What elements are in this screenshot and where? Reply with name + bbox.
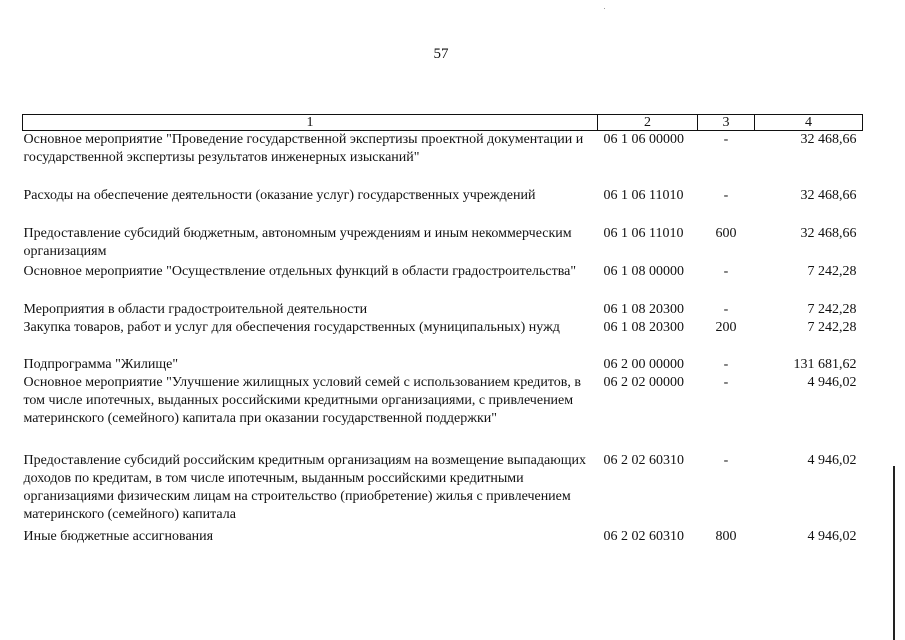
row-expense-type: - (723, 356, 729, 372)
budget-table (22, 114, 863, 546)
table-row (23, 528, 863, 546)
row-code: 06 1 08 20300 (603, 301, 684, 317)
row-amount: 4 946,02 (807, 528, 857, 544)
row-expense-type: - (723, 132, 729, 147)
row-code: 06 1 06 11010 (603, 225, 684, 241)
header-col-3: 3 (698, 115, 755, 131)
page-number: 57 (433, 46, 449, 62)
row-code: 06 1 06 00000 (603, 132, 684, 147)
row-code: 06 2 00 00000 (603, 356, 684, 372)
header-col-4: 4 (755, 115, 863, 131)
scan-speck (604, 8, 605, 9)
table-header (23, 115, 863, 131)
row-expense-type: 800 (715, 528, 737, 544)
table-row (23, 452, 863, 528)
row-name: Мероприятия в области градостроительной деятельности (23, 301, 368, 317)
row-amount: 7 242,28 (807, 301, 857, 317)
table-row (23, 131, 863, 187)
table-row (23, 374, 863, 452)
row-name: Иные бюджетные ассигнования (23, 528, 214, 544)
row-name: Подпрограмма "Жилище" (23, 356, 179, 372)
row-name: Основное мероприятие "Улучшение жилищных условий семей с использованием кредитов, в том числе ипотечных, выданных российскими кредитными организациями, с привлечением материнского (семейного) капитала при оказании государственной поддержки" (23, 374, 582, 426)
row-expense-type: - (723, 374, 729, 390)
row-name: Предоставление субсидий бюджетным, автономным учреждениям и иным некоммерческим организациям (23, 225, 572, 259)
row-code: 06 2 02 60310 (603, 528, 684, 544)
row-code: 06 2 02 60310 (603, 452, 684, 468)
table-row (23, 356, 863, 374)
row-amount: 4 946,02 (807, 374, 857, 390)
row-expense-type: 600 (715, 225, 737, 241)
row-amount: 32 468,66 (800, 187, 857, 203)
row-expense-type: - (723, 452, 729, 468)
row-amount: 7 242,28 (807, 319, 857, 335)
row-name: Основное мероприятие "Осуществление отдельных функций в области градостроительства" (23, 263, 577, 279)
row-name: Предоставление субсидий российским кредитным организациям на возмещение выпадающих доходов по кредитам, в том числе ипотечным, выданным российскими кредитными организациями физическим лицам на строительство (приобретение) жилья с привлечением материнского (семейного) капитала (23, 452, 586, 522)
table-row (23, 187, 863, 225)
scan-edge-line (893, 466, 895, 640)
row-amount: 4 946,02 (807, 452, 857, 468)
row-amount: 32 468,66 (800, 132, 857, 147)
row-amount: 7 242,28 (807, 263, 857, 279)
table-row (23, 225, 863, 263)
row-amount: 32 468,66 (800, 225, 857, 241)
header-col-1: 1 (23, 115, 598, 131)
table-body (23, 131, 863, 546)
table-row (23, 301, 863, 319)
row-code: 06 2 02 00000 (603, 374, 684, 390)
table-row (23, 263, 863, 301)
row-name: Закупка товаров, работ и услуг для обеспечения государственных (муниципальных) нужд (23, 319, 560, 335)
row-code: 06 1 08 20300 (603, 319, 684, 335)
row-expense-type: - (723, 263, 729, 279)
header-row (23, 115, 863, 131)
table-row (23, 319, 863, 356)
row-code: 06 1 08 00000 (603, 263, 684, 279)
row-amount: 131 681,62 (793, 356, 857, 372)
header-col-2: 2 (598, 115, 698, 131)
row-code: 06 1 06 11010 (603, 187, 684, 203)
row-name: Расходы на обеспечение деятельности (оказание услуг) государственных учреждений (23, 187, 536, 203)
row-expense-type: - (723, 301, 729, 317)
row-expense-type: 200 (715, 319, 737, 335)
row-expense-type: - (723, 187, 729, 203)
row-name: Основное мероприятие "Проведение государственной экспертизы проектной документации и государственной экспертизы результатов инженерных изысканий" (23, 132, 584, 165)
